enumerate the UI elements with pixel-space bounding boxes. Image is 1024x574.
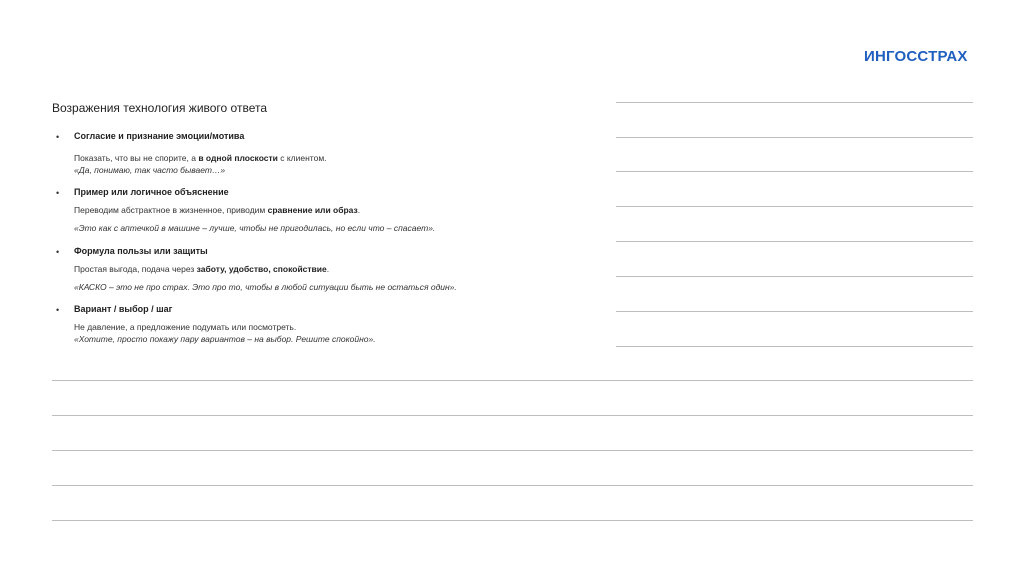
item-text-bold: в одной плоскости [198,153,278,163]
bullet-icon: • [56,305,60,315]
brand-logo: ИНГОССТРАХ [864,48,968,65]
list-item [52,245,612,293]
ruled-line [52,485,973,486]
ruled-line [616,171,973,172]
ruled-line [616,137,973,138]
ruled-line [52,520,973,521]
item-text-part: Не давление, а предложение подумать или посмотреть. [74,322,297,332]
item-quote: «Это как с аптечкой в машине – лучше, чтобы не пригодилась, но если что – спасает». [74,223,436,233]
list-item [52,303,612,345]
item-text-bold: заботу, удобство, спокойствие [196,264,327,274]
ruled-line [616,276,973,277]
item-text-part: Простая выгода, подача через [74,264,197,274]
item-text [74,152,612,164]
bullet-icon: • [56,188,60,198]
item-text-part: . [357,205,361,215]
item-text-part: . [326,264,330,274]
ruled-line [616,206,973,207]
item-heading: Вариант / выбор / шаг [74,304,173,314]
item-text-bold: сравнение или образ [267,205,358,215]
bullet-icon: • [56,132,60,142]
item-text-part: Показать, что вы не спорите, а [74,153,199,163]
bullet-icon: • [56,247,60,257]
list-item [52,130,612,176]
item-quote: «Хотите, просто покажу пару вариантов – на выбор. Решите спокойно». [74,334,376,344]
ruled-line [616,241,973,242]
item-heading: Пример или логичное объяснение [74,187,229,197]
list-item [52,186,612,234]
item-quote: «Да, понимаю, так часто бывает…» [74,165,226,175]
ruled-line [616,102,973,103]
item-heading: Формула пользы или защиты [74,246,208,256]
item-text [74,321,612,333]
bullet-list [52,130,612,345]
item-text [74,263,612,275]
ruled-line [616,311,973,312]
ruled-line [52,415,973,416]
slide-title: Возражения технология живого ответа [52,101,268,115]
ruled-line [616,346,973,347]
ruled-line [52,450,973,451]
item-heading: Согласие и признание эмоции/мотива [74,131,245,141]
ruled-line [52,380,973,381]
item-text-part: Переводим абстрактное в жизненное, приводим [74,205,268,215]
item-text [74,204,612,216]
item-quote: «КАСКО – это не про страх. Это про то, чтобы в любой ситуации быть не остаться один». [74,282,457,292]
item-text-part: с клиентом. [277,153,327,163]
